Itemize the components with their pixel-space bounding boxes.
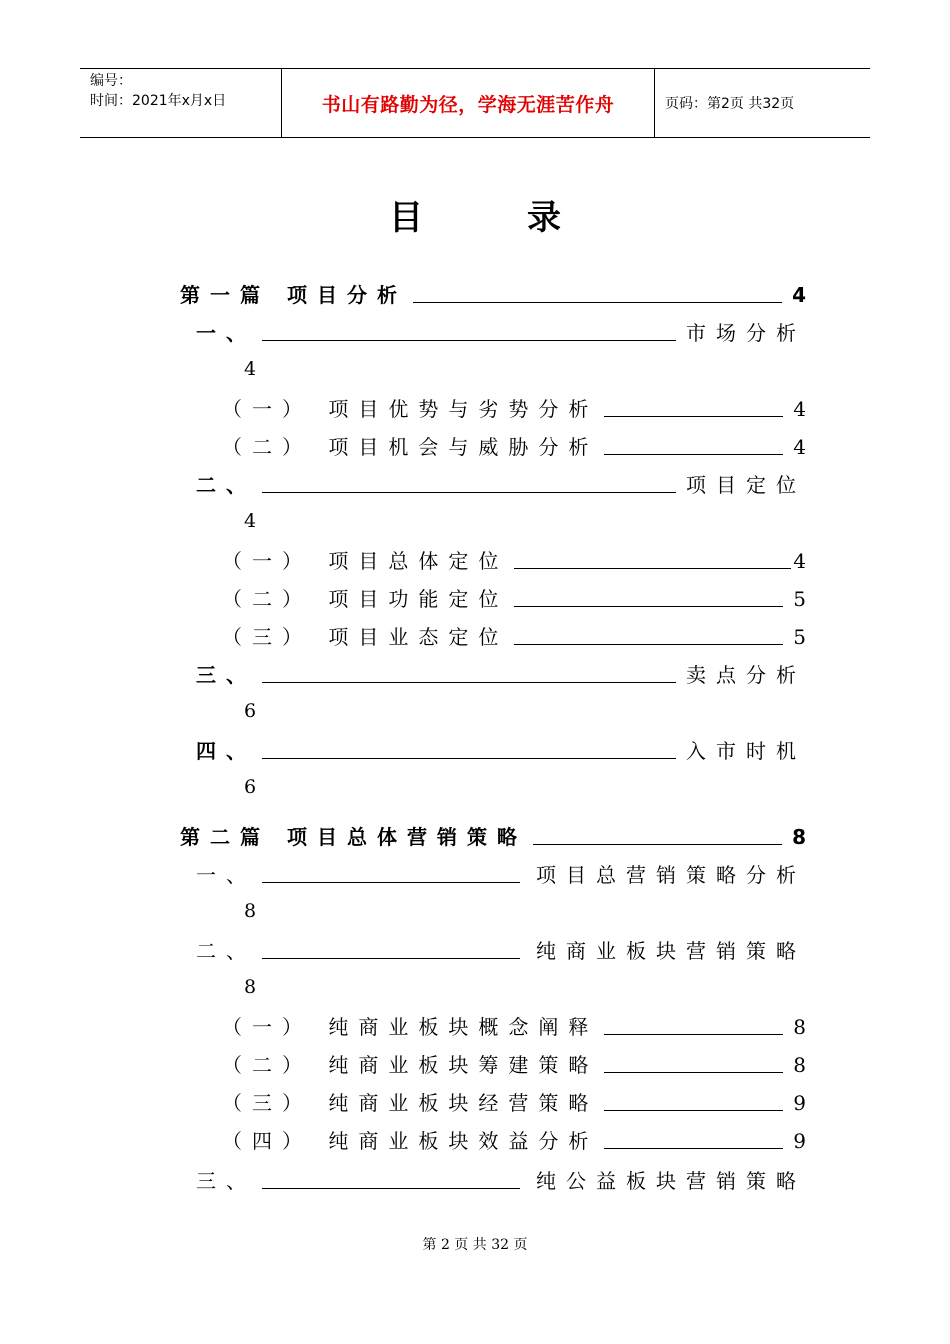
toc-entry-text: 市场分析 — [686, 321, 806, 345]
leader-line — [604, 1034, 783, 1035]
page-title: 目录 — [389, 198, 665, 238]
toc-subsection-entry[interactable] — [222, 584, 806, 612]
toc-entry-label: （四） 纯商业板块效益分析 — [222, 1129, 599, 1153]
toc-section-entry[interactable] — [196, 736, 806, 764]
leader-line — [604, 1072, 783, 1073]
toc-entry-text: 纯公益板块营销策略 — [536, 1169, 806, 1193]
toc-entry-label: 二、 — [196, 939, 256, 963]
toc-entry-page: 8 — [793, 1053, 806, 1077]
leader-line — [514, 568, 791, 569]
leader-line — [604, 1148, 783, 1149]
leader-line — [262, 340, 676, 341]
toc-entry-page: 4 — [793, 549, 806, 573]
header-date-label: 时间：2021年x月x日 — [90, 93, 227, 109]
toc-section-entry[interactable] — [196, 860, 806, 888]
toc-section-entry[interactable] — [196, 470, 806, 498]
toc-entry-label: （三） 项目业态定位 — [222, 625, 509, 649]
toc-entry-text: 卖点分析 — [686, 663, 806, 687]
toc-entry-label: （三） 纯商业板块经营策略 — [222, 1091, 599, 1115]
toc-entry-label: 第一篇 项目分析 — [180, 283, 407, 307]
toc-entry-page: 8 — [793, 1015, 806, 1039]
header-motto: 书山有路勤为径，学海无涯苦作舟 — [321, 93, 615, 116]
toc-entry-page: 4 — [792, 283, 806, 307]
leader-line — [604, 454, 783, 455]
toc-part-entry[interactable] — [180, 280, 806, 308]
toc-section-entry[interactable] — [196, 318, 806, 346]
leader-line — [533, 844, 782, 845]
page-footer: 第 2 页 共 32 页 — [422, 1237, 528, 1253]
toc-entry-page: 8 — [244, 976, 257, 998]
leader-line — [262, 882, 520, 883]
toc-entry-page: 9 — [793, 1091, 806, 1115]
leader-line — [413, 302, 782, 303]
leader-line — [514, 606, 783, 607]
leader-line — [604, 1110, 783, 1111]
toc-entry-label: 三、 — [196, 1169, 256, 1193]
toc-entry-page: 5 — [793, 587, 806, 611]
toc-subsection-entry[interactable] — [222, 1088, 806, 1116]
toc-section-entry[interactable] — [196, 660, 806, 688]
toc-entry-label: 第二篇 项目总体营销策略 — [180, 825, 527, 849]
toc-entry-label: 三、 — [196, 663, 256, 687]
toc-entry-label: （二） 项目机会与威胁分析 — [222, 435, 599, 459]
toc-entry-text: 纯商业板块营销策略 — [536, 939, 806, 963]
toc-entry-page: 4 — [244, 358, 257, 380]
toc-entry-label: 一、 — [196, 863, 256, 887]
toc-entry-label: （二） 纯商业板块筹建策略 — [222, 1053, 599, 1077]
toc-subsection-entry[interactable] — [222, 1050, 806, 1078]
header-page-label: 页码：第2页 共32页 — [665, 96, 795, 112]
leader-line — [262, 958, 520, 959]
toc-subsection-entry[interactable] — [222, 622, 806, 650]
toc-entry-page: 4 — [793, 435, 806, 459]
toc-entry-page: 8 — [244, 900, 257, 922]
toc-entry-text: 入市时机 — [686, 739, 806, 763]
toc-entry-text: 项目定位 — [686, 473, 806, 497]
toc-subsection-entry[interactable] — [222, 1126, 806, 1154]
toc-entry-page: 6 — [244, 700, 257, 722]
toc-subsection-entry[interactable] — [222, 432, 806, 460]
toc-subsection-entry[interactable] — [222, 394, 806, 422]
toc-entry-page: 9 — [793, 1129, 806, 1153]
leader-line — [262, 758, 676, 759]
toc-entry-page: 4 — [793, 397, 806, 421]
toc-entry-label: （一） 纯商业板块概念阐释 — [222, 1015, 599, 1039]
toc-part-entry[interactable] — [180, 822, 806, 850]
toc-entry-label: 四、 — [196, 739, 256, 763]
toc-entry-label: （一） 项目总体定位 — [222, 549, 509, 573]
toc-entry-label: （二） 项目功能定位 — [222, 587, 509, 611]
toc-entry-text: 项目总营销策略分析 — [536, 863, 806, 887]
header-number-label: 编号： — [90, 73, 132, 89]
toc-entry-page: 6 — [244, 776, 257, 798]
toc-section-entry[interactable] — [196, 1166, 806, 1194]
leader-line — [262, 492, 676, 493]
toc-subsection-entry[interactable] — [222, 1012, 806, 1040]
toc-section-entry[interactable] — [196, 936, 806, 964]
toc-subsection-entry[interactable] — [222, 546, 806, 574]
toc-entry-label: （一） 项目优势与劣势分析 — [222, 397, 599, 421]
leader-line — [262, 1188, 520, 1189]
toc-entry-page: 8 — [792, 825, 806, 849]
leader-line — [604, 416, 783, 417]
toc-entry-page: 4 — [244, 510, 257, 532]
toc-entry-label: 一、 — [196, 321, 256, 345]
toc-entry-page: 5 — [793, 625, 806, 649]
toc-entry-label: 二、 — [196, 473, 256, 497]
leader-line — [514, 644, 783, 645]
leader-line — [262, 682, 676, 683]
